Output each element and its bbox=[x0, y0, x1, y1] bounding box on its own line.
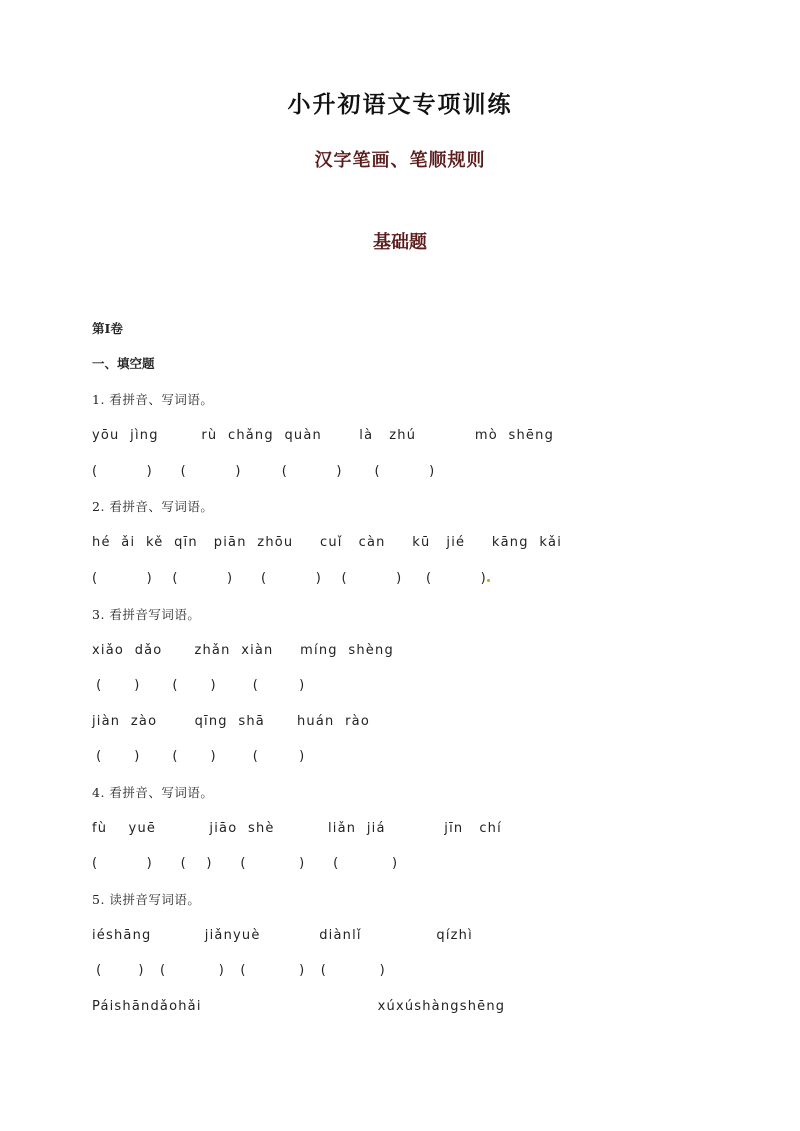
question-3-blanks-row-2: ( ) ( ) ( ) bbox=[92, 749, 305, 764]
question-5-blanks: ( ) ( ) ( ) ( ) bbox=[92, 963, 385, 978]
question-5-prompt: 5. 读拼音写词语。 bbox=[92, 892, 201, 907]
level-title: 基础题 bbox=[373, 232, 427, 253]
question-4-pinyin: fù yuē jiāo shè liǎn jiá jīn chí bbox=[92, 821, 502, 836]
question-3-pinyin-row-1: xiǎo dǎo zhǎn xiàn míng shèng bbox=[92, 643, 394, 658]
question-2-prompt: 2. 看拼音、写词语。 bbox=[92, 499, 214, 514]
question-2-blanks: ( ) ( ) ( ) ( ) ( ) bbox=[92, 571, 486, 586]
volume-label: 第Ⅰ卷 bbox=[92, 321, 123, 336]
question-5-pinyin: iéshāng jiǎnyuè diànlǐ qízhì bbox=[92, 928, 473, 943]
question-1-pinyin: yōu jìng rù chǎng quàn là zhú mò shēng bbox=[92, 428, 555, 443]
main-title: 小升初语文专项训练 bbox=[287, 91, 513, 118]
section-heading: 一、填空题 bbox=[92, 356, 155, 371]
question-5-pinyin-row-2: Páishāndǎohǎi xúxúshàngshēng bbox=[92, 999, 506, 1014]
question-3-pinyin-row-2: jiàn zào qīng shā huán rào bbox=[92, 714, 370, 729]
question-1-prompt: 1. 看拼音、写词语。 bbox=[92, 392, 214, 407]
subtitle: 汉字笔画、笔顺规则 bbox=[314, 150, 486, 171]
question-2-pinyin: hé ǎi kě qīn piān zhōu cuǐ càn kū jié kāng kǎi bbox=[92, 535, 563, 550]
question-3-prompt: 3. 看拼音写词语。 bbox=[92, 607, 201, 622]
question-1-blanks: ( ) ( ) ( ) ( ) bbox=[92, 464, 435, 479]
question-4-prompt: 4. 看拼音、写词语。 bbox=[92, 785, 214, 800]
stray-dot bbox=[487, 579, 490, 582]
question-3-blanks-row-1: ( ) ( ) ( ) bbox=[92, 678, 305, 693]
question-4-blanks: ( ) ( ) ( ) ( ) bbox=[92, 856, 398, 871]
